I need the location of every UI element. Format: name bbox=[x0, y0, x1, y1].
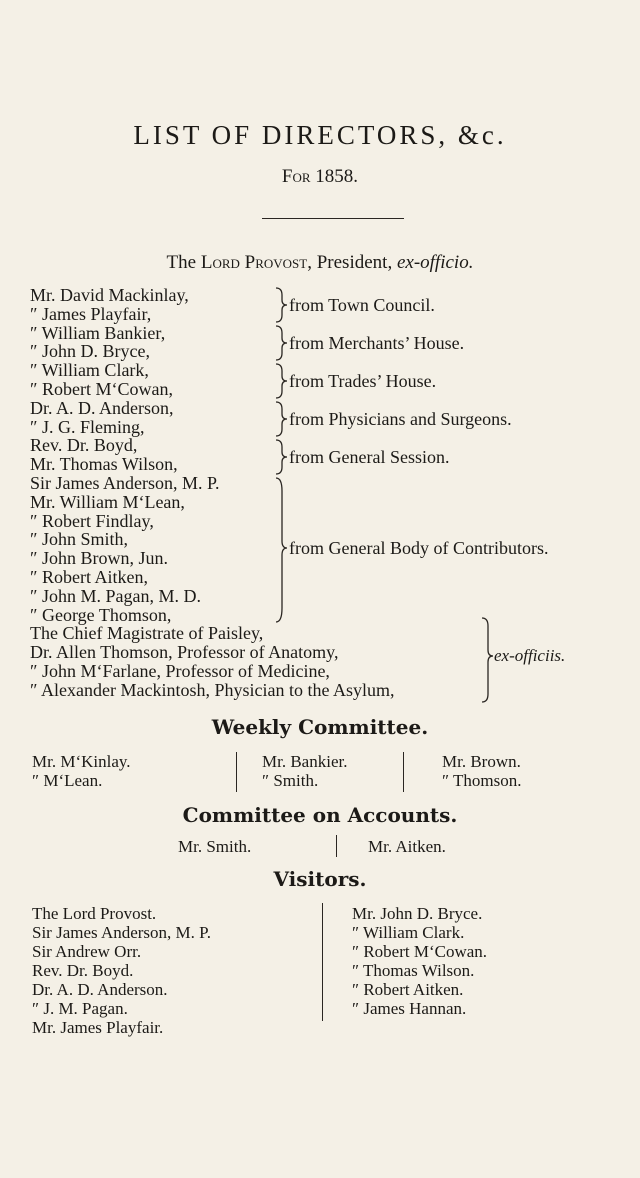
director-name: ″ John Brown, Jun. bbox=[30, 548, 169, 569]
ex-officio-member: ″ Alexander Mackintosh, Physician to the Asylum, bbox=[30, 679, 395, 700]
column-divider bbox=[322, 903, 323, 1021]
column-divider bbox=[403, 752, 404, 792]
president-role: , President, bbox=[307, 252, 397, 273]
director-name: ″ J. G. Fleming, bbox=[30, 416, 145, 437]
visitor-right: ″ Robert Aitken. bbox=[352, 980, 464, 999]
weekly-member: ″ Thomson. bbox=[442, 771, 522, 790]
director-name: Mr. William M‘Lean, bbox=[30, 491, 185, 512]
group-general-session: from General Session. bbox=[289, 447, 450, 467]
column-divider bbox=[336, 835, 337, 857]
weekly-member: Mr. Bankier. bbox=[262, 752, 348, 771]
visitor-left: The Lord Provost. bbox=[32, 904, 157, 923]
visitor-left: Sir Andrew Orr. bbox=[32, 942, 142, 961]
visitor-right: ″ William Clark. bbox=[352, 923, 465, 942]
president-prefix: The bbox=[166, 252, 201, 273]
group-town-council: from Town Council. bbox=[289, 295, 435, 315]
page-subtitle: For 1858. bbox=[281, 166, 359, 187]
ex-officiis-label: ex-officiis. bbox=[494, 646, 566, 665]
president-line bbox=[0, 252, 640, 274]
accounts-committee-heading: Committee on Accounts. bbox=[182, 803, 458, 827]
director-name: ″ William Clark, bbox=[30, 360, 149, 381]
visitor-left: Mr. James Playfair. bbox=[32, 1018, 164, 1037]
weekly-member: Mr. Brown. bbox=[442, 752, 521, 771]
ex-officio-member: Dr. Allen Thomson, Professor of Anatomy, bbox=[30, 642, 339, 663]
group-trades-house: from Trades’ House. bbox=[289, 371, 437, 391]
weekly-member: Mr. M‘Kinlay. bbox=[32, 752, 131, 771]
visitor-left: Sir James Anderson, M. P. bbox=[32, 923, 211, 942]
divider-rule bbox=[262, 218, 404, 219]
director-name: ″ John Smith, bbox=[30, 529, 129, 550]
director-name: ″ Robert Findlay, bbox=[30, 510, 154, 531]
director-name: ″ Robert M‘Cowan, bbox=[30, 379, 173, 399]
director-name: Mr. Thomas Wilson, bbox=[30, 454, 178, 475]
director-name: ″ George Thomson, bbox=[30, 604, 172, 625]
group-merchants-house: from Merchants’ House. bbox=[289, 333, 465, 353]
visitor-right: Mr. John D. Bryce. bbox=[352, 904, 483, 923]
president-office: ex-officio. bbox=[396, 252, 474, 273]
director-name: Mr. David Mackinlay, bbox=[30, 285, 189, 305]
accounts-member: Mr. Smith. bbox=[178, 837, 252, 856]
visitor-left: ″ J. M. Pagan. bbox=[32, 999, 128, 1018]
page-title: LIST OF DIRECTORS, &c. bbox=[133, 120, 507, 150]
ex-officio-member: The Chief Magistrate of Paisley, bbox=[30, 623, 264, 644]
director-name: ″ John D. Bryce, bbox=[30, 341, 150, 362]
weekly-member: ″ Smith. bbox=[262, 771, 319, 790]
director-name: Sir James Anderson, M. P. bbox=[30, 473, 220, 493]
ex-officio-member: ″ John M‘Farlane, Professor of Medicine, bbox=[30, 661, 330, 681]
accounts-member: Mr. Aitken. bbox=[368, 837, 446, 856]
director-name: ″ James Playfair, bbox=[30, 303, 152, 324]
director-name: ″ William Bankier, bbox=[30, 322, 166, 343]
visitor-right: ″ Robert M‘Cowan. bbox=[352, 942, 488, 961]
president-title: Lord Provost bbox=[200, 252, 308, 273]
visitor-left: Dr. A. D. Anderson. bbox=[32, 980, 168, 999]
director-name: ″ John M. Pagan, M. D. bbox=[30, 585, 201, 606]
visitor-left: Rev. Dr. Boyd. bbox=[32, 961, 134, 980]
visitor-right: ″ Thomas Wilson. bbox=[352, 961, 475, 980]
column-divider bbox=[236, 752, 237, 792]
director-name: Dr. A. D. Anderson, bbox=[30, 397, 174, 418]
director-name: ″ Robert Aitken, bbox=[30, 567, 148, 587]
group-physicians-surgeons: from Physicians and Surgeons. bbox=[289, 409, 512, 429]
visitor-right: ″ James Hannan. bbox=[352, 999, 467, 1018]
weekly-committee-heading: Weekly Committee. bbox=[211, 715, 429, 739]
visitors-heading: Visitors. bbox=[273, 867, 367, 891]
director-name: Rev. Dr. Boyd, bbox=[30, 435, 138, 456]
weekly-member: ″ M‘Lean. bbox=[32, 771, 103, 790]
group-general-body: from General Body of Contributors. bbox=[289, 538, 549, 558]
